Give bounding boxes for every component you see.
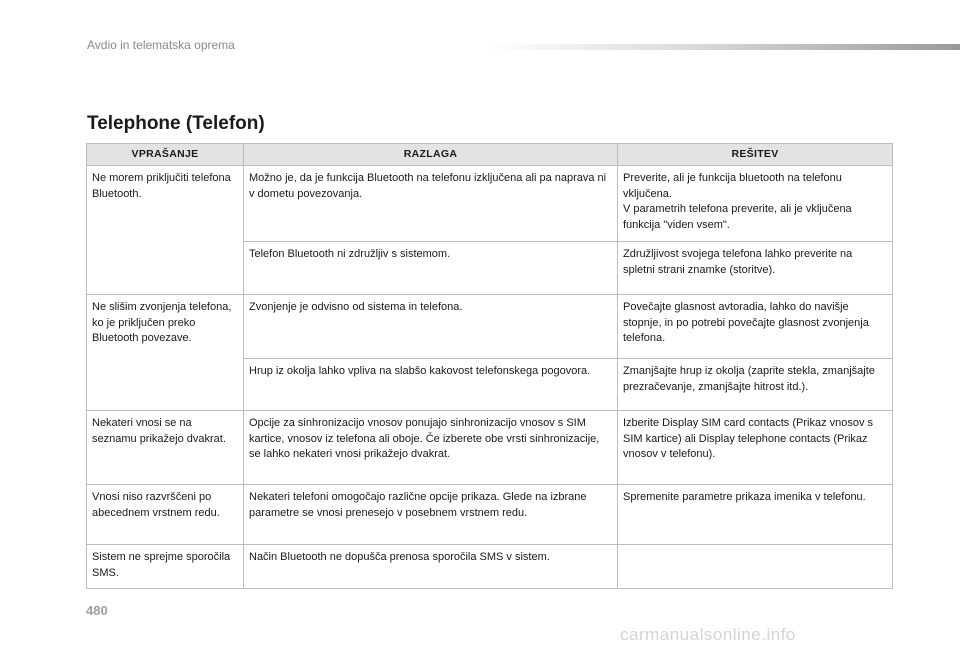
- table-row: [87, 485, 893, 545]
- page-title: Telephone (Telefon): [87, 113, 265, 134]
- solution-cell: Izberite Display SIM card contacts (Prikaz vnosov s SIM kartice) ali Display telephone contacts (Prikaz vnosov v telefonu).: [618, 411, 893, 485]
- question-cell: Vnosi niso razvrščeni po abecednem vrstnem redu.: [87, 485, 244, 545]
- header-gradient-bar: [488, 44, 960, 50]
- cause-cell: Telefon Bluetooth ni združljiv s sistemom.: [244, 242, 618, 295]
- solution-cell: Spremenite parametre prikaza imenika v telefonu.: [618, 485, 893, 545]
- section-header: Avdio in telematska oprema: [87, 38, 235, 52]
- solution-cell: [618, 545, 893, 589]
- cause-cell: Zvonjenje je odvisno od sistema in telefona.: [244, 295, 618, 359]
- solution-cell: Preverite, ali je funkcija bluetooth na telefonu vključena. V parametrih telefona preverite, ali je vključena funkcija "viden vsem".: [618, 166, 893, 242]
- page-number: 480: [86, 603, 108, 618]
- solution-cell: Povečajte glasnost avtoradia, lahko do navišje stopnje, in po potrebi povečajte glasnost zvonjenja telefona.: [618, 295, 893, 359]
- column-header-cause: RAZLAGA: [244, 144, 618, 166]
- table-row: [87, 411, 893, 485]
- watermark: carmanualsonline.info: [620, 625, 796, 644]
- question-cell: Ne morem priključiti telefona Bluetooth.: [87, 166, 244, 295]
- cause-cell: Opcije za sinhronizacijo vnosov ponujajo sinhronizacijo vnosov s SIM kartice, vnosov iz telefona ali oboje. Če izberete obe vrsti sinhronizacije, se lahko nekateri vnosi prikažejo dvakrat.: [244, 411, 618, 485]
- cause-cell: Hrup iz okolja lahko vpliva na slabšo kakovost telefonskega pogovora.: [244, 359, 618, 411]
- table-row: [87, 295, 893, 359]
- cause-cell: Možno je, da je funkcija Bluetooth na telefonu izključena ali pa naprava ni v dometu povezovanja.: [244, 166, 618, 242]
- table-header-row: [87, 144, 893, 166]
- cause-cell: Nekateri telefoni omogočajo različne opcije prikaza. Glede na izbrane parametre se vnosi prenesejo v posebnem vrstnem redu.: [244, 485, 618, 545]
- table-row: [87, 166, 893, 242]
- solution-cell: Združljivost svojega telefona lahko preverite na spletni strani znamke (storitve).: [618, 242, 893, 295]
- question-cell: Sistem ne sprejme sporočila SMS.: [87, 545, 244, 589]
- table-row: [87, 545, 893, 589]
- question-cell: Nekateri vnosi se na seznamu prikažejo dvakrat.: [87, 411, 244, 485]
- solution-cell: Zmanjšajte hrup iz okolja (zaprite stekla, zmanjšajte prezračevanje, zmanjšajte hitrost itd.).: [618, 359, 893, 411]
- troubleshooting-table: [86, 143, 893, 589]
- column-header-solution: REŠITEV: [618, 144, 893, 166]
- cause-cell: Način Bluetooth ne dopušča prenosa sporočila SMS v sistem.: [244, 545, 618, 589]
- question-cell: Ne slišim zvonjenja telefona, ko je priključen preko Bluetooth povezave.: [87, 295, 244, 411]
- column-header-question: VPRAŠANJE: [87, 144, 244, 166]
